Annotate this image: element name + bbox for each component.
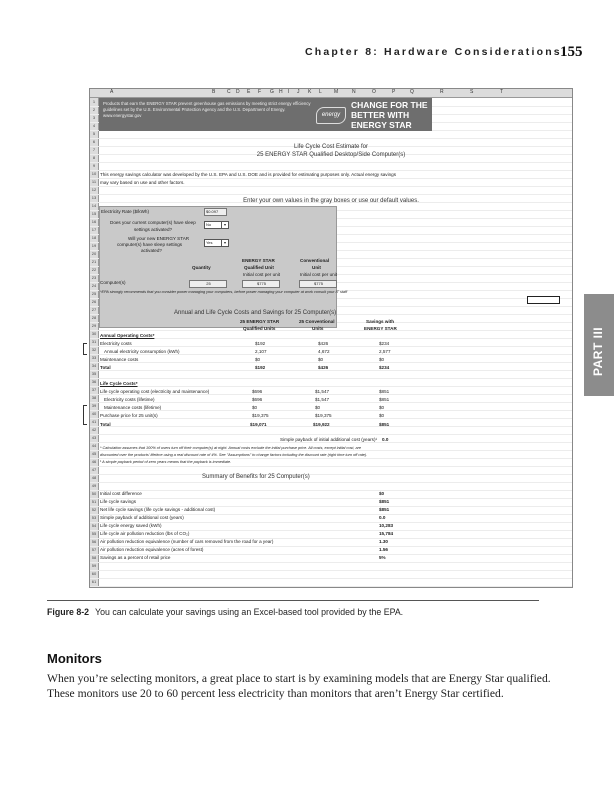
- row-number[interactable]: 31: [91, 339, 97, 344]
- column-letter[interactable]: A: [110, 89, 114, 95]
- life-row-sav: $0: [379, 413, 385, 418]
- annual-row-label: Electricity costs: [100, 341, 132, 346]
- header-quantity: Quantity: [192, 265, 211, 270]
- sheet-title-1: Life Cycle Cost Estimate for: [293, 144, 369, 150]
- enter-values-title: Enter your own values in the gray boxes or use our default values.: [243, 198, 419, 204]
- benefit-row-label: Air pollution reduction equivalence (number of cars removed from the road for a year): [100, 539, 274, 544]
- row-number[interactable]: 29: [91, 323, 97, 328]
- es-cost-input[interactable]: $775: [242, 280, 280, 288]
- life-row-es: $696: [252, 389, 263, 394]
- benefit-row-label: Savings as a percent of retail price: [100, 555, 171, 560]
- life-row-sav: $851: [379, 397, 390, 402]
- row-number[interactable]: 10: [91, 171, 97, 176]
- column-letter[interactable]: I: [288, 89, 290, 95]
- annual-row-sav: 2,577: [379, 349, 391, 354]
- benefit-row-label: Net life cycle savings (life cycle savings - additional cost): [100, 507, 216, 512]
- row-number[interactable]: 41: [91, 419, 97, 424]
- row-number[interactable]: 40: [91, 411, 97, 416]
- annual-row-label: Maintenance costs: [100, 357, 139, 362]
- benefit-row-label: Life cycle air pollution reduction (lbs of CO₂): [100, 531, 190, 536]
- col-es: Qualified Units: [243, 326, 276, 331]
- column-letter[interactable]: R: [440, 89, 444, 95]
- column-letter[interactable]: M: [334, 89, 339, 95]
- life-total-conv: $19,922: [313, 422, 330, 427]
- row-number[interactable]: 7: [92, 147, 96, 152]
- row-number[interactable]: 38: [91, 395, 97, 400]
- header-conv: Conventional: [300, 258, 330, 263]
- annual-row-es: 2,107: [255, 349, 267, 354]
- quantity-input[interactable]: 25: [189, 280, 227, 288]
- electricity-rate-label: Electricity Rate ($/kWh): [101, 209, 149, 214]
- benefit-row-label: Air pollution reduction equivalence (acres of forest): [100, 547, 204, 552]
- row-number[interactable]: 48: [91, 475, 97, 480]
- sheet-title-2: 25 ENERGY STAR Qualified Desktop/Side Computer(s): [256, 152, 406, 158]
- row-number[interactable]: 15: [91, 211, 97, 216]
- row-number[interactable]: 43: [91, 435, 97, 440]
- column-letter[interactable]: H: [279, 89, 283, 95]
- row-number[interactable]: 51: [91, 499, 97, 504]
- annual-total-conv: $426: [318, 365, 329, 370]
- benefit-row-value: 0.0: [379, 515, 386, 520]
- column-letter[interactable]: S: [470, 89, 474, 95]
- annual-row-conv: $426: [318, 341, 329, 346]
- footnote: discounted over the products' lifetime using a real discount rate of 4%. See "Assumptions" to change factors including the discount rate (right time turn off rate).: [100, 453, 368, 457]
- row-number[interactable]: 6: [92, 139, 96, 144]
- column-letter[interactable]: D: [236, 89, 240, 95]
- benefit-row-value: 1.30: [379, 539, 388, 544]
- row-number[interactable]: 27: [91, 307, 97, 312]
- life-row-label: Life cycle operating cost (electricity and maintenance): [100, 389, 210, 394]
- benefit-row-label: Life cycle energy saved (kWh): [100, 523, 162, 528]
- col-conv: 25 Conventional: [299, 319, 335, 324]
- column-letter[interactable]: Q: [410, 89, 414, 95]
- row-number[interactable]: 57: [91, 547, 97, 552]
- row-number[interactable]: 8: [92, 155, 96, 160]
- benefit-row-value: $851: [379, 507, 390, 512]
- row-number[interactable]: 42: [91, 427, 97, 432]
- chapter-title: Chapter 8: Hardware Considerations: [305, 46, 562, 58]
- benefit-row-value: $851: [379, 499, 390, 504]
- computers-label: Computer(s): [100, 280, 126, 285]
- col-sav: ENERGY STAR: [364, 326, 397, 331]
- annual-row-sav: $0: [379, 357, 385, 362]
- row-number[interactable]: 25: [91, 291, 97, 296]
- sleep-select-new[interactable]: [204, 239, 229, 247]
- row-number[interactable]: 11: [91, 179, 97, 184]
- life-row-sav: $851: [379, 389, 390, 394]
- row-number[interactable]: 54: [91, 523, 97, 528]
- life-row-es: $696: [252, 397, 263, 402]
- annual-row-es: $192: [255, 341, 266, 346]
- row-number[interactable]: 9: [92, 163, 96, 168]
- row-number[interactable]: 12: [91, 187, 97, 192]
- row-number[interactable]: 33: [91, 355, 97, 360]
- benefit-row-value: 5%: [379, 555, 386, 560]
- benefit-row-value: $0: [379, 491, 385, 496]
- chevron-down-icon: ▾: [221, 222, 228, 228]
- life-row-conv: $1,547: [315, 389, 330, 394]
- row-number[interactable]: 30: [91, 331, 97, 336]
- column-letter[interactable]: C: [227, 89, 231, 95]
- column-letter[interactable]: O: [372, 89, 376, 95]
- column-letter[interactable]: P: [392, 89, 396, 95]
- row-number[interactable]: 16: [91, 219, 97, 224]
- running-header: [0, 44, 614, 64]
- payback-value: 0.0: [382, 437, 389, 442]
- header-cost: Initial cost per unit: [243, 272, 281, 277]
- row-number[interactable]: 18: [91, 235, 97, 240]
- row-number[interactable]: 17: [91, 227, 97, 232]
- row-number[interactable]: 58: [91, 555, 97, 560]
- annual-row-conv: 4,672: [318, 349, 330, 354]
- figure-caption-text: You can calculate your savings using an Excel-based tool provided by the EPA.: [95, 607, 404, 617]
- banner-slogan-line: ENERGY STAR: [351, 120, 412, 130]
- row-number[interactable]: 47: [91, 467, 97, 472]
- header-conv: Unit: [312, 265, 321, 270]
- annual-total-es: $192: [255, 365, 266, 370]
- row-number[interactable]: 23: [91, 275, 97, 280]
- body-paragraph: When you’re selecting monitors, a great place to start is by examining models that are Energy Star qualified. These monitors use 20 to 60 percent less electricity than monitors that aren’t Energy Star certified.: [47, 672, 551, 700]
- row-number[interactable]: 19: [91, 243, 97, 248]
- electricity-rate-input[interactable]: $0.097: [204, 208, 227, 216]
- page-number: 155: [560, 44, 583, 60]
- life-row-conv: $19,375: [315, 413, 332, 418]
- row-number[interactable]: 35: [91, 371, 97, 376]
- life-header: Life Cycle Costs*: [100, 381, 138, 386]
- life-row-label: Maintenance costs (lifetime): [104, 405, 162, 410]
- column-letter[interactable]: N: [352, 89, 356, 95]
- benefit-row-label: Life cycle savings: [100, 499, 137, 504]
- header-es: ENERGY STAR: [242, 258, 275, 263]
- row-number[interactable]: 4: [92, 123, 96, 128]
- sleep-select-current[interactable]: [204, 221, 229, 229]
- life-row-label: Electricity costs (lifetime): [104, 397, 155, 402]
- row-number[interactable]: 45: [91, 451, 97, 456]
- life-row-label: Purchase price for 25 unit(s): [100, 413, 158, 418]
- outline-bracket: [83, 405, 87, 425]
- annual-row-conv: $0: [318, 357, 324, 362]
- column-letter[interactable]: J: [297, 89, 300, 95]
- banner-slogan-line: BETTER WITH: [351, 110, 410, 120]
- benefits-title: Summary of Benefits for 25 Computer(s): [202, 474, 310, 480]
- row-number[interactable]: 56: [91, 539, 97, 544]
- column-header-bar: [90, 89, 572, 98]
- col-conv: Units: [312, 326, 324, 331]
- column-letter[interactable]: F: [258, 89, 262, 95]
- footnote: * Calculation assumes that 100% of users turn off their computer(s) at night. Annual costs exclude the initial purchase price. All costs, except initial cost, are: [100, 446, 361, 450]
- annual-total-label: Total: [100, 365, 111, 370]
- annual-row-label: Annual electricity consumption (kWh): [104, 349, 180, 354]
- row-number[interactable]: 14: [91, 203, 97, 208]
- column-letter[interactable]: B: [212, 89, 216, 95]
- sleep-question-2: activated?: [141, 248, 162, 253]
- life-row-es: $0: [252, 405, 258, 410]
- row-number[interactable]: 53: [91, 515, 97, 520]
- sleep-question-1: Does your current computer(s) have sleep: [110, 220, 196, 225]
- row-number[interactable]: 32: [91, 347, 97, 352]
- row-number[interactable]: 55: [91, 531, 97, 536]
- spreadsheet: [89, 88, 573, 588]
- row-number[interactable]: 50: [91, 491, 97, 496]
- row-number[interactable]: 20: [91, 251, 97, 256]
- epa-note: *EPA strongly recommends that you consider power managing your computers, before power managing your computer at work consult your IT staff: [100, 290, 348, 294]
- sleep-question-2: Will your new ENERGY STAR: [128, 236, 190, 241]
- intro-text: This energy savings calculator was developed by the U.S. EPA and U.S. DOE and is provided for estimating purposes only. Actual energy savings: [100, 172, 397, 177]
- sleep-question-1: settings activated?: [134, 227, 173, 232]
- row-number[interactable]: 44: [91, 443, 97, 448]
- life-total-es: $19,071: [250, 422, 267, 427]
- row-number[interactable]: 3: [92, 115, 96, 120]
- banner-slogan-line: CHANGE FOR THE: [351, 100, 428, 110]
- row-number[interactable]: 34: [91, 363, 97, 368]
- row-number[interactable]: 26: [91, 299, 97, 304]
- benefit-row-label: Initial cost difference: [100, 491, 142, 496]
- benefit-row-label: Simple payback of additional cost (years): [100, 515, 184, 520]
- benefit-row-value: 10,283: [379, 523, 394, 528]
- row-number[interactable]: 59: [91, 563, 97, 568]
- col-sav: Savings with: [366, 319, 395, 324]
- sleep-select-value: Yes: [206, 240, 213, 245]
- annual-row-es: $0: [255, 357, 261, 362]
- figure-label: Figure 8-2: [47, 607, 90, 617]
- payback-label: Simple payback of initial additional cost (years)¹: [280, 437, 378, 442]
- conv-cost-input[interactable]: $775: [299, 280, 337, 288]
- header-es: Qualified Unit: [244, 265, 274, 270]
- benefit-row-value: 15,784: [379, 531, 394, 536]
- life-total-sav: $851: [379, 422, 390, 427]
- row-number[interactable]: 1: [92, 99, 96, 104]
- row-number[interactable]: 39: [91, 403, 97, 408]
- row-number[interactable]: 46: [91, 459, 97, 464]
- row-number[interactable]: 22: [91, 267, 97, 272]
- sleep-question-2: computer(s) have sleep settings: [117, 242, 183, 247]
- row-number[interactable]: 52: [91, 507, 97, 512]
- row-number[interactable]: 2: [92, 107, 96, 112]
- life-row-conv: $0: [315, 405, 321, 410]
- intro-text: may vary based on use and other factors.: [100, 180, 185, 185]
- row-number[interactable]: 36: [91, 379, 97, 384]
- annual-row-sav: $234: [379, 341, 390, 346]
- column-letter[interactable]: T: [500, 89, 504, 95]
- row-number[interactable]: 60: [91, 571, 97, 576]
- benefit-row-value: 1.56: [379, 547, 388, 552]
- outline-bracket: [83, 343, 87, 355]
- row-number[interactable]: 28: [91, 315, 97, 320]
- row-number[interactable]: 13: [91, 195, 97, 200]
- row-number[interactable]: 21: [91, 259, 97, 264]
- annual-costs-title: Annual and Life Cycle Costs and Savings for 25 Computer(s): [174, 310, 337, 316]
- energy-star-banner: [99, 98, 432, 131]
- annual-header: Annual Operating Costs*: [100, 333, 155, 338]
- sleep-select-value: No: [206, 222, 212, 227]
- row-number[interactable]: 24: [91, 283, 97, 288]
- part-tab-label: PART III: [591, 326, 605, 376]
- banner-text: Products that earn the ENERGY STAR prevent greenhouse gas emissions by meeting strict energy efficiency guidelines set by the U.S. Environmental Protection Agency and the U.S. Department of Energy. www.energystar.gov: [103, 101, 311, 119]
- active-cell[interactable]: [527, 296, 560, 304]
- life-row-conv: $1,547: [315, 397, 330, 402]
- life-row-es: $19,375: [252, 413, 269, 418]
- part-tab: [584, 294, 614, 396]
- annual-total-sav: $234: [379, 365, 390, 370]
- energy-star-logo: energy: [316, 107, 346, 124]
- row-number[interactable]: 5: [92, 131, 96, 136]
- column-letter[interactable]: K: [308, 89, 312, 95]
- col-es: 25 ENERGY STAR: [240, 319, 280, 324]
- column-letter[interactable]: E: [247, 89, 251, 95]
- header-cost: Initial cost per unit: [300, 272, 338, 277]
- life-row-sav: $0: [379, 405, 385, 410]
- section-heading: Monitors: [47, 651, 102, 666]
- banner-slogan: [351, 100, 428, 130]
- row-number[interactable]: 61: [91, 579, 97, 584]
- column-letter[interactable]: G: [270, 89, 274, 95]
- row-number[interactable]: 49: [91, 483, 97, 488]
- chevron-down-icon: ▾: [221, 240, 228, 246]
- figure-caption: [47, 600, 539, 617]
- life-total-label: Total: [100, 422, 111, 427]
- footnote: ¹ A simple payback period of zero years means that the payback is immediate.: [100, 460, 232, 464]
- sheet-row: [90, 578, 572, 587]
- row-number[interactable]: 37: [91, 387, 97, 392]
- column-letter[interactable]: L: [319, 89, 322, 95]
